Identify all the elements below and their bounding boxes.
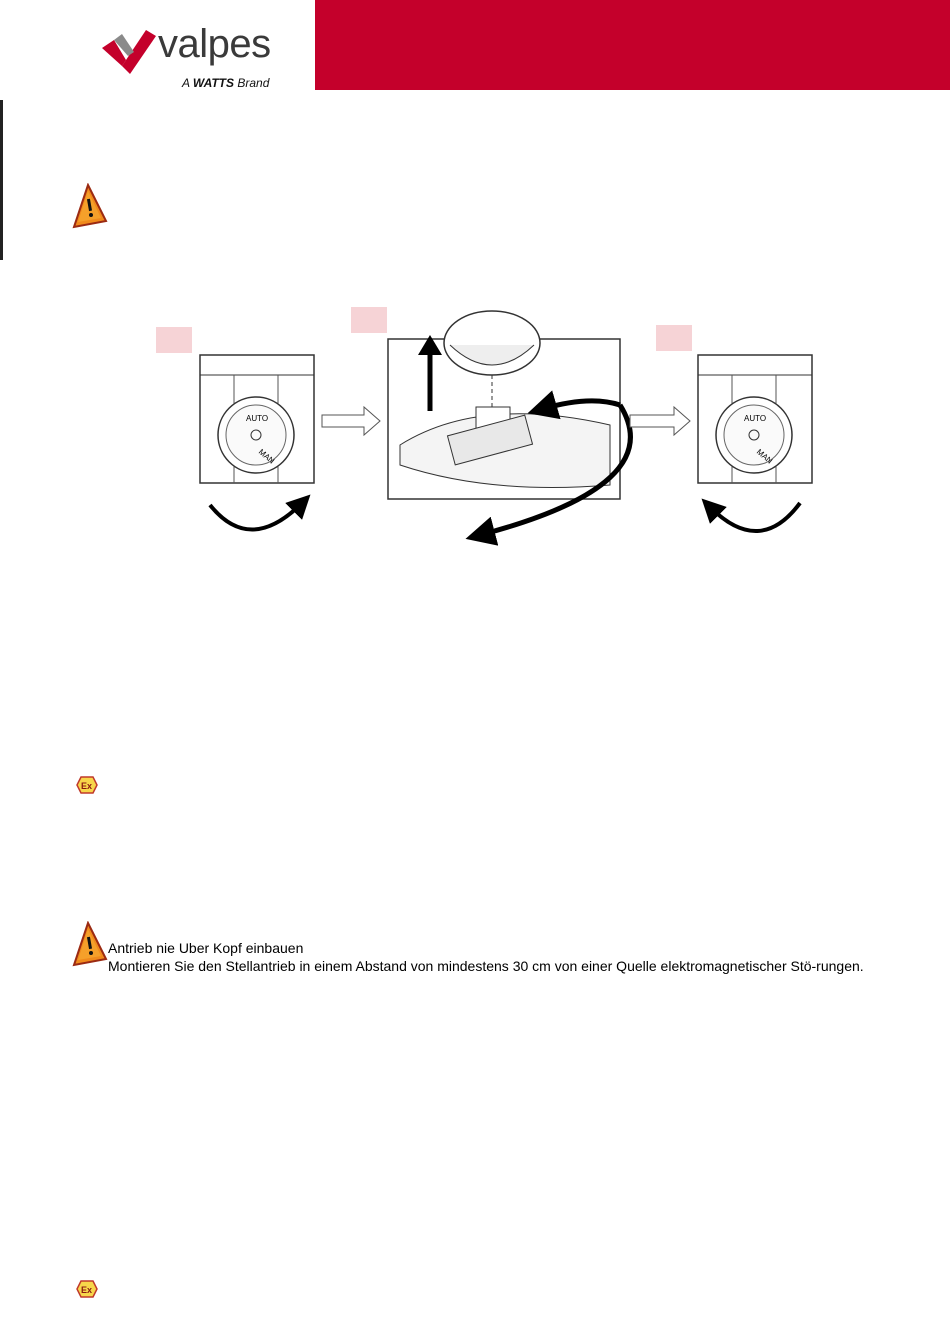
installation-warning	[108, 939, 878, 975]
svg-text:MAN: MAN	[256, 447, 277, 466]
svg-text:AUTO: AUTO	[246, 414, 269, 423]
warning-line-1: Antrieb nie Uber Kopf einbauen	[108, 940, 304, 956]
header-red-band	[315, 0, 950, 90]
warning-triangle-icon	[72, 921, 108, 967]
brand-logo	[100, 22, 300, 92]
brand-name: valpes	[158, 22, 271, 66]
svg-text:AUTO: AUTO	[744, 414, 767, 423]
actuator-panel-right	[698, 355, 812, 531]
margin-rule	[0, 100, 3, 260]
svg-text:Ex: Ex	[81, 1285, 93, 1295]
illustration-drawing	[150, 295, 820, 585]
ex-hexagon-icon	[76, 776, 98, 794]
svg-text:MAN: MAN	[754, 447, 775, 466]
logo-mark-icon	[100, 26, 160, 76]
warning-triangle-icon	[72, 183, 108, 229]
actuator-panel-center	[388, 311, 630, 535]
mounting-illustration	[150, 295, 820, 585]
warning-line-2: Montieren Sie den Stellantrieb in einem Abstand von mindestens 30 cm von einer Quelle elektromagnetischer Stö-rungen.	[108, 958, 864, 974]
svg-text:Ex: Ex	[81, 781, 93, 791]
ex-hexagon-icon	[76, 1280, 98, 1298]
actuator-panel-left	[200, 355, 314, 530]
brand-tagline: A WATTS Brand	[182, 76, 270, 90]
